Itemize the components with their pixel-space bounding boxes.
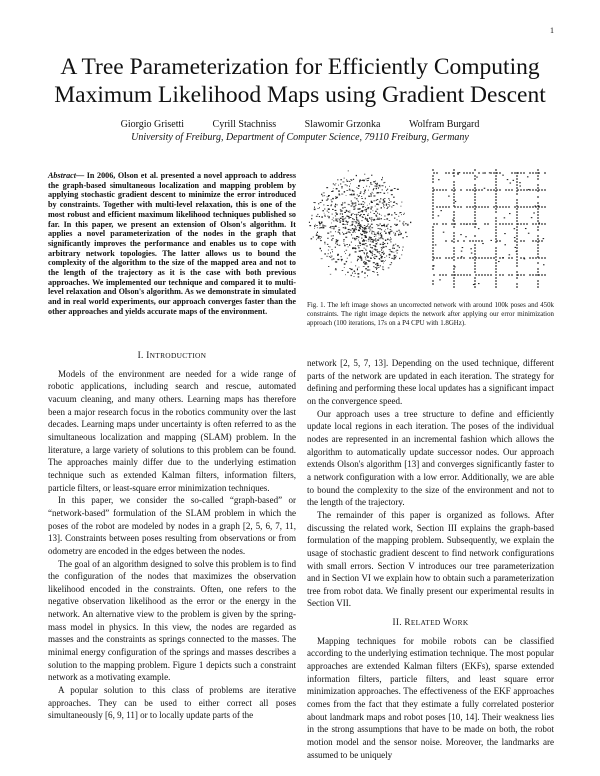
section-heading-related-work: II. RELATED WORK [392, 617, 469, 628]
left-column [48, 349, 296, 722]
author-name: Giorgio Grisetti [120, 119, 185, 130]
paragraph: network [2, 5, 7, 13]. Depending on the used technique, different parts of the network are updated in each iteration. The strategy for defining and performing these local updates has a significant impact on the convergence speed. [307, 358, 554, 406]
abstract-label: Abstract [48, 171, 76, 180]
paragraph: The remainder of this paper is organized as follows. After discussing the related work, Section III explains the graph-based formulation of the mapping problem. Subsequently, we explain the usage of stochastic gradient descent to find network configurations with small errors. Section V introduces our tree parameterization and in Section VI we explain how to obtain such a parameterization tree from robot data. We finally present our experimental results in Section VII. [307, 509, 554, 609]
paragraph: The goal of an algorithm designed to solve this problem is to find the configuration of the nodes that maximizes the observation likelihood encoded in the constraints. Often, one refers to the negative observation likelihood as the error or the energy in the network. An alternative view to the problem is given by the spring-mass model in physics. In this view, the nodes are regarded as masses and the constraints as springs connected to the masses. The minimal energy configuration of the springs and masses describes a solution to the mapping problem. Figure 1 depicts such a constraint network as a motivating example. [48, 558, 296, 683]
figure-1-network-maps [307, 163, 554, 293]
paragraph: Mapping techniques for mobile robots can be classified according to the underlying estimation technique. The most popular approaches are extended Kalman filters (EKFs), sparse extended information filters, particle filters, and least square error minimization approaches. The effectiveness of the EKF approaches comes from the fact that they estimate a fully correlated posterior about landmark maps and robot poses [10, 14]. Their weakness lies in the strong assumptions that have to be made on both, the robot motion model and the sensor noise. Moreover, the landmarks are assumed to be uniquely [307, 635, 554, 760]
paragraph: In this paper, we consider the so-called “graph-based” or “network-based” formulation of the SLAM problem in which the poses of the robot are modeled by nodes in a graph [2, 5, 6, 7, 11, 13]. Constraints between poses resulting from observations or from odometry are encoded in the edges between the nodes. [48, 495, 296, 556]
paragraph: A popular solution to this class of problems are iterative approaches. They can be used to either correct all poses simultaneously [6, 9, 11] or to locally update parts of the [48, 685, 296, 721]
page-number: 1 [550, 26, 554, 35]
author-name: Cyrill Stachniss [212, 119, 277, 130]
paragraph: Models of the environment are needed for a wide range of robotic applications, including search and rescue, automated vacuum cleaning, and many others. Learning maps has therefore been a major research focus in the robotics community over the last decades. Learning maps under uncertainty is often referred to as the simultaneous localization and mapping (SLAM) problem. In the literature, a large variety of solutions to this problem can be found. The approaches mainly differ due to the underlying estimation technique such as extended Kalman filters, information filters, particle filters, or least-square error minimization techniques. [48, 368, 296, 493]
abstract [48, 171, 296, 317]
right-column [307, 357, 554, 761]
author-name: Wolfram Burgard [409, 119, 480, 130]
abstract-text: — In 2006, Olson et al. presented a novel approach to address the graph-based simultaneous localization and mapping problem by applying stochastic gradient descent to minimize the error introduced by constraints. Together with multi-level relaxation, this is one of the most robust and efficient maximum likelihood techniques published so far. In this paper, we present an extension of Olson's algorithm. It applies a novel parameterization of the nodes in the graph that significantly improves the performance and enables us to cope with arbitrary network topologies. The latter allows us to bound the complexity of the algorithm to the size of the mapped area and not to the length of the trajectory as it is the case with both previous approaches. We implemented our technique and compared it to multi-level relaxation and Olson's algorithm. As we demonstrate in simulated and in real world experiments, our approach converges faster than the other approaches and yields accurate maps of the environment. [48, 171, 296, 316]
author-list [0, 118, 600, 131]
title-line-2: Maximum Likelihood Maps using Gradient Descent [54, 82, 546, 108]
paragraph: Our approach uses a tree structure to define and efficiently update local regions in each iteration. The poses of the individual nodes are represented in an incremental fashion which allows the algorithm to automatically update successor nodes. Our approach extends Olson's algorithm [13] and converges significantly faster to a network configuration with a low error. Additionally, we are able to bound the complexity to the size of the environment and not to the length of the trajectory. [307, 408, 554, 508]
paper-title [0, 53, 600, 109]
section-heading-introduction: I. INTRODUCTION [137, 350, 207, 360]
author-name: Slawomir Grzonka [304, 119, 381, 130]
affiliation: University of Freiburg, Department of Computer Science, 79110 Freiburg, Germany [131, 132, 469, 143]
corrected-network-image [433, 169, 546, 288]
uncorrected-network-image [309, 170, 411, 278]
title-line-1: A Tree Parameterization for Efficiently Computing [60, 54, 540, 80]
figure-caption: Fig. 1. The left image shows an uncorrected network with around 100k poses and 450k constraints. The right image depicts the network after applying our error minimization approach (100 iterations, 17s on a P4 CPU with 1.8GHz). [307, 302, 554, 327]
